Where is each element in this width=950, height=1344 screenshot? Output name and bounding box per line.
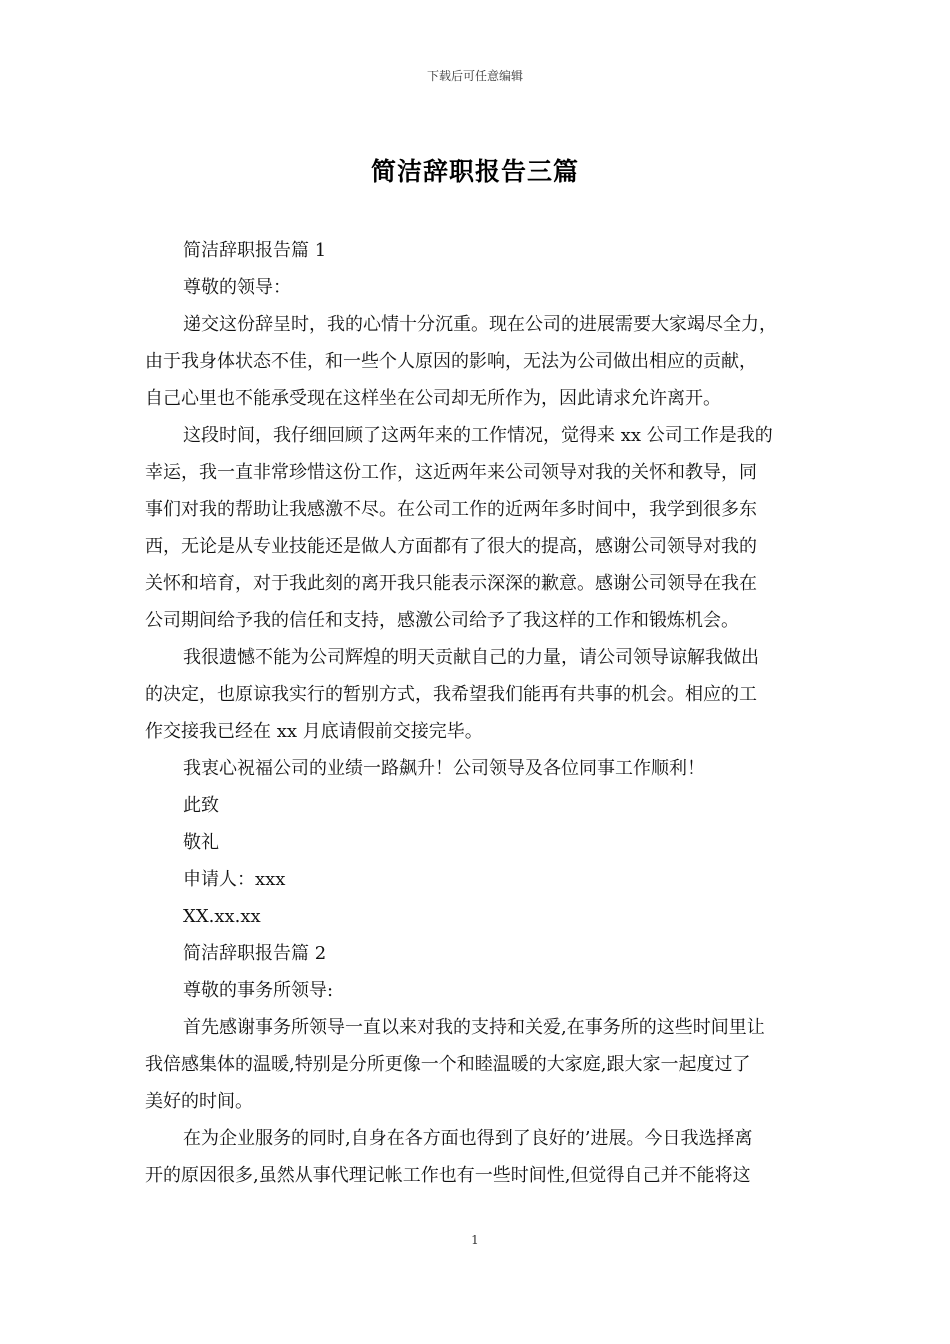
- paragraph-line: 在为企业服务的同时,自身在各方面也得到了良好的’进展。今日我选择离: [183, 1128, 753, 1149]
- document-title: 简洁辞职报告三篇: [370, 157, 579, 186]
- section-heading: 简洁辞职报告篇 1: [183, 240, 327, 261]
- paragraph-line: 我衷心祝福公司的业绩一路飙升！公司领导及各位同事工作顺利！: [183, 758, 705, 779]
- paragraph-line: 幸运，我一直非常珍惜这份工作，这近两年来公司领导对我的关怀和教导，同: [145, 462, 757, 483]
- paragraph-line: 美好的时间。: [145, 1091, 253, 1112]
- page-number: 1: [471, 1233, 479, 1247]
- header-note: 下载后可任意编辑: [426, 69, 523, 83]
- paragraph-line: 我倍感集体的温暖,特别是分所更像一个和睦温暖的大家庭,跟大家一起度过了: [145, 1054, 751, 1075]
- paragraph-line: 事们对我的帮助让我感激不尽。在公司工作的近两年多时间中，我学到很多东: [145, 499, 757, 520]
- paragraph-line: 开的原因很多,虽然从事代理记帐工作也有一些时间性,但觉得自己并不能将这: [145, 1165, 751, 1186]
- paragraph-line: 的决定，也原谅我实行的暂别方式，我希望我们能再有共事的机会。相应的工: [145, 684, 757, 705]
- paragraph-line: 西，无论是从专业技能还是做人方面都有了很大的提高，感谢公司领导对我的: [145, 536, 757, 557]
- paragraph-line: 作交接我已经在 xx 月底请假前交接完毕。: [145, 721, 483, 742]
- paragraph-line: 公司期间给予我的信任和支持，感激公司给予了我这样的工作和锻炼机会。: [145, 610, 739, 631]
- salutation: 尊敬的领导：: [183, 277, 291, 298]
- paragraph-line: 递交这份辞呈时，我的心情十分沉重。现在公司的进展需要大家竭尽全力，: [183, 314, 777, 335]
- paragraph-line: 自己心里也不能承受现在这样坐在公司却无所作为，因此请求允许离开。: [145, 388, 721, 409]
- date-line: XX.xx.xx: [183, 906, 261, 927]
- paragraph-line: 首先感谢事务所领导一直以来对我的支持和关爱,在事务所的这些时间里让: [183, 1017, 765, 1038]
- paragraph-line: 我很遗憾不能为公司辉煌的明天贡献自己的力量，请公司领导谅解我做出: [183, 647, 759, 668]
- section-heading: 简洁辞职报告篇 2: [183, 943, 327, 964]
- paragraph-line: 这段时间，我仔细回顾了这两年来的工作情况，觉得来 xx 公司工作是我的: [183, 425, 773, 446]
- paragraph-line: 关怀和培育，对于我此刻的离开我只能表示深深的歉意。感谢公司领导在我在: [145, 573, 757, 594]
- applicant-line: 申请人：xxx: [183, 869, 286, 890]
- document-body: [145, 232, 813, 1194]
- paragraph-line: 由于我身体状态不佳，和一些个人原因的影响，无法为公司做出相应的贡献，: [145, 351, 757, 372]
- closing-line: 此致: [183, 795, 219, 816]
- salutation: 尊敬的事务所领导:: [183, 980, 334, 1001]
- closing-line: 敬礼: [183, 832, 219, 853]
